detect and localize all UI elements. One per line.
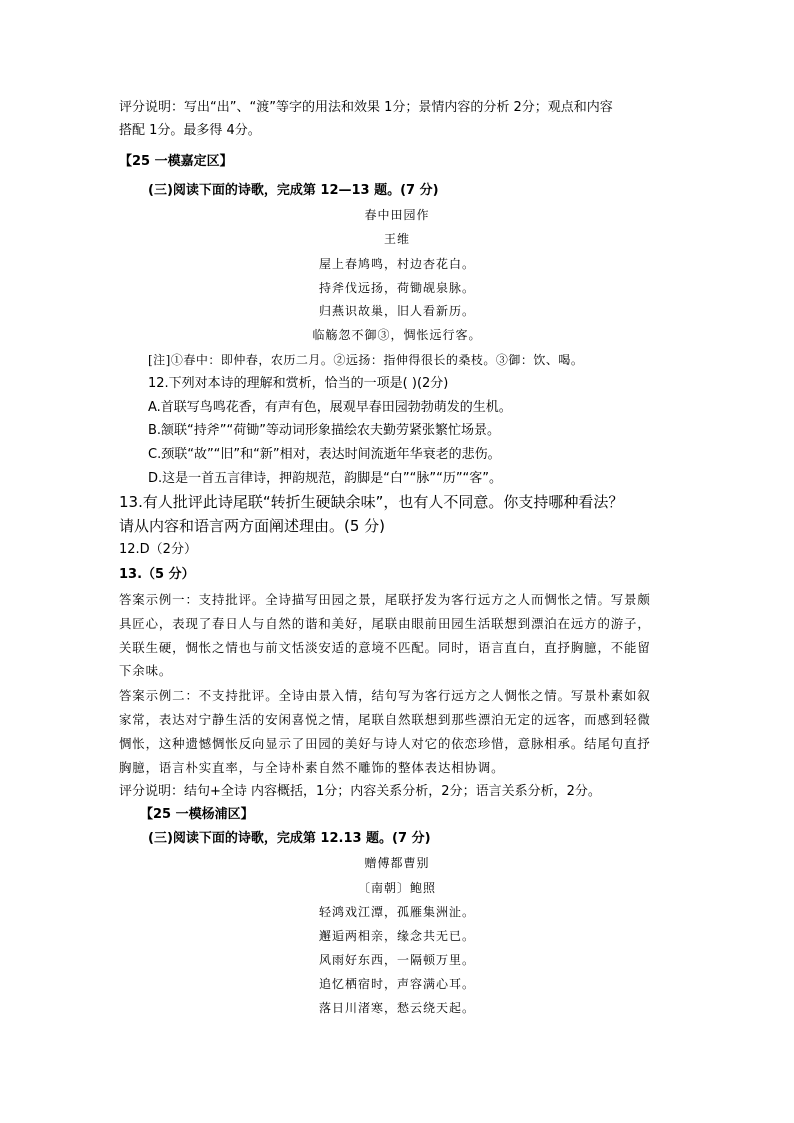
answer-13-label: 13.（5 分）	[119, 567, 195, 582]
poem-line-yangpu: 风雨好东西，一隔顿万里。	[318, 953, 475, 967]
poem-line-yangpu: 追忆栖宿时，声容满心耳。	[318, 977, 475, 991]
answer-12: 12.D（2分）	[119, 542, 197, 557]
section-title-jiading: 【25 一模嘉定区】	[119, 154, 233, 169]
answer-sample-2-line: 家常，表达对宁静生活的安闲喜悦之情，尾联自然联想到那些漂泊无定的远客，而感到轻微	[119, 712, 651, 727]
poem-line-yangpu: 落日川渚寒，愁云绕天起。	[318, 1001, 475, 1015]
poem-line-yangpu: 轻鸿戏江潭，孤雁集洲沚。	[318, 905, 475, 919]
poem-line: 持斧伐远扬，荷锄觇泉脉。	[318, 281, 475, 295]
q12-option-a: A.首联写鸟鸣花香，有声有色，展观早春田园勃勃萌发的生机。	[148, 400, 512, 415]
answer-sample-1-line: 下余味。	[119, 663, 173, 678]
poem-line: 归燕识故巢，旧人看新历。	[318, 304, 475, 318]
poem-note: [注]①春中：即仲春，农历二月。②远扬：指伸得很长的桑枝。③御：饮、喝。	[148, 353, 584, 367]
answer-sample-1-line: 具匠心，表现了春日人与自然的谐和美好，尾联由眼前田园生活联想到漂泊在远方的游子，	[119, 616, 651, 631]
q12-option-d: D.这是一首五言律诗，押韵规范，韵脚是“白”“脉”“历”“客”。	[148, 471, 503, 486]
section-title-yangpu: 【25 一模杨浦区】	[140, 807, 254, 822]
poem-line: 临觞忽不御③，惆怅远行客。	[312, 328, 482, 342]
question-instruction: (三)阅读下面的诗歌，完成第 12—13 题。(7 分)	[148, 183, 439, 198]
q12-stem: 12.下列对本诗的理解和赏析，恰当的一项是( )(2分)	[148, 376, 449, 391]
question-instruction-yangpu: (三)阅读下面的诗歌，完成第 12.13 题。(7 分)	[148, 831, 431, 846]
poem-author-yangpu: 〔南朝〕鲍照	[357, 881, 436, 895]
answer-sample-2-line: 惆怅，这种遗憾惆怅反向显示了田园的美好与诗人对它的依恋珍惜，意脉相承。结尾句直抒	[119, 736, 651, 751]
answer-sample-2-line: 答案示例二：不支持批评。全诗由景入情，结句写为客行远方之人惆怅之情。写景朴素如叙	[119, 688, 651, 703]
poem-line-yangpu: 邂逅两相亲，缘念共无已。	[318, 929, 475, 943]
q13-stem-line-1: 13.有人批评此诗尾联“转折生硬缺余味”，也有人不同意。你支持哪种看法？	[119, 493, 624, 511]
answer-sample-1-line: 答案示例一：支持批评。全诗描写田园之景，尾联抒发为客行远方之人而惆怅之情。写景颇	[119, 592, 651, 607]
scoring-note-jiading: 评分说明：结句+全诗 内容概括，1分；内容关系分析，2分；语言关系分析，2分。	[119, 784, 601, 799]
scoring-note-line-2: 搭配 1分。最多得 4分。	[119, 123, 261, 138]
q12-option-c: C.颈联“故”“旧”和“新”相对，表达时间流逝年华衰老的悲伤。	[148, 447, 501, 462]
q12-option-b: B.颔联“持斧”“荷锄”等动词形象描绘农夫勤劳紧张繁忙场景。	[148, 423, 500, 438]
poem-title-yangpu: 赠傅都曹别	[364, 856, 430, 870]
answer-sample-2-line: 胸臆，语言朴实直率，与全诗朴素自然不雕饰的整体表达相协调。	[119, 760, 505, 775]
q13-stem-line-2: 请从内容和语言两方面阐述理由。(5 分)	[119, 517, 386, 535]
poem-author: 王维	[383, 232, 410, 246]
poem-line: 屋上春鸠鸣，村边杏花白。	[318, 257, 475, 271]
answer-sample-1-line: 关联生硬，惆怅之情也与前文恬淡安适的意境不匹配。同时，语言直白，直抒胸臆，不能留	[119, 640, 651, 655]
poem-title: 春中田园作	[364, 208, 430, 222]
scoring-note-line-1: 评分说明：写出“出”、“渡”等字的用法和效果 1分；景情内容的分析 2分；观点和内容	[119, 100, 613, 115]
